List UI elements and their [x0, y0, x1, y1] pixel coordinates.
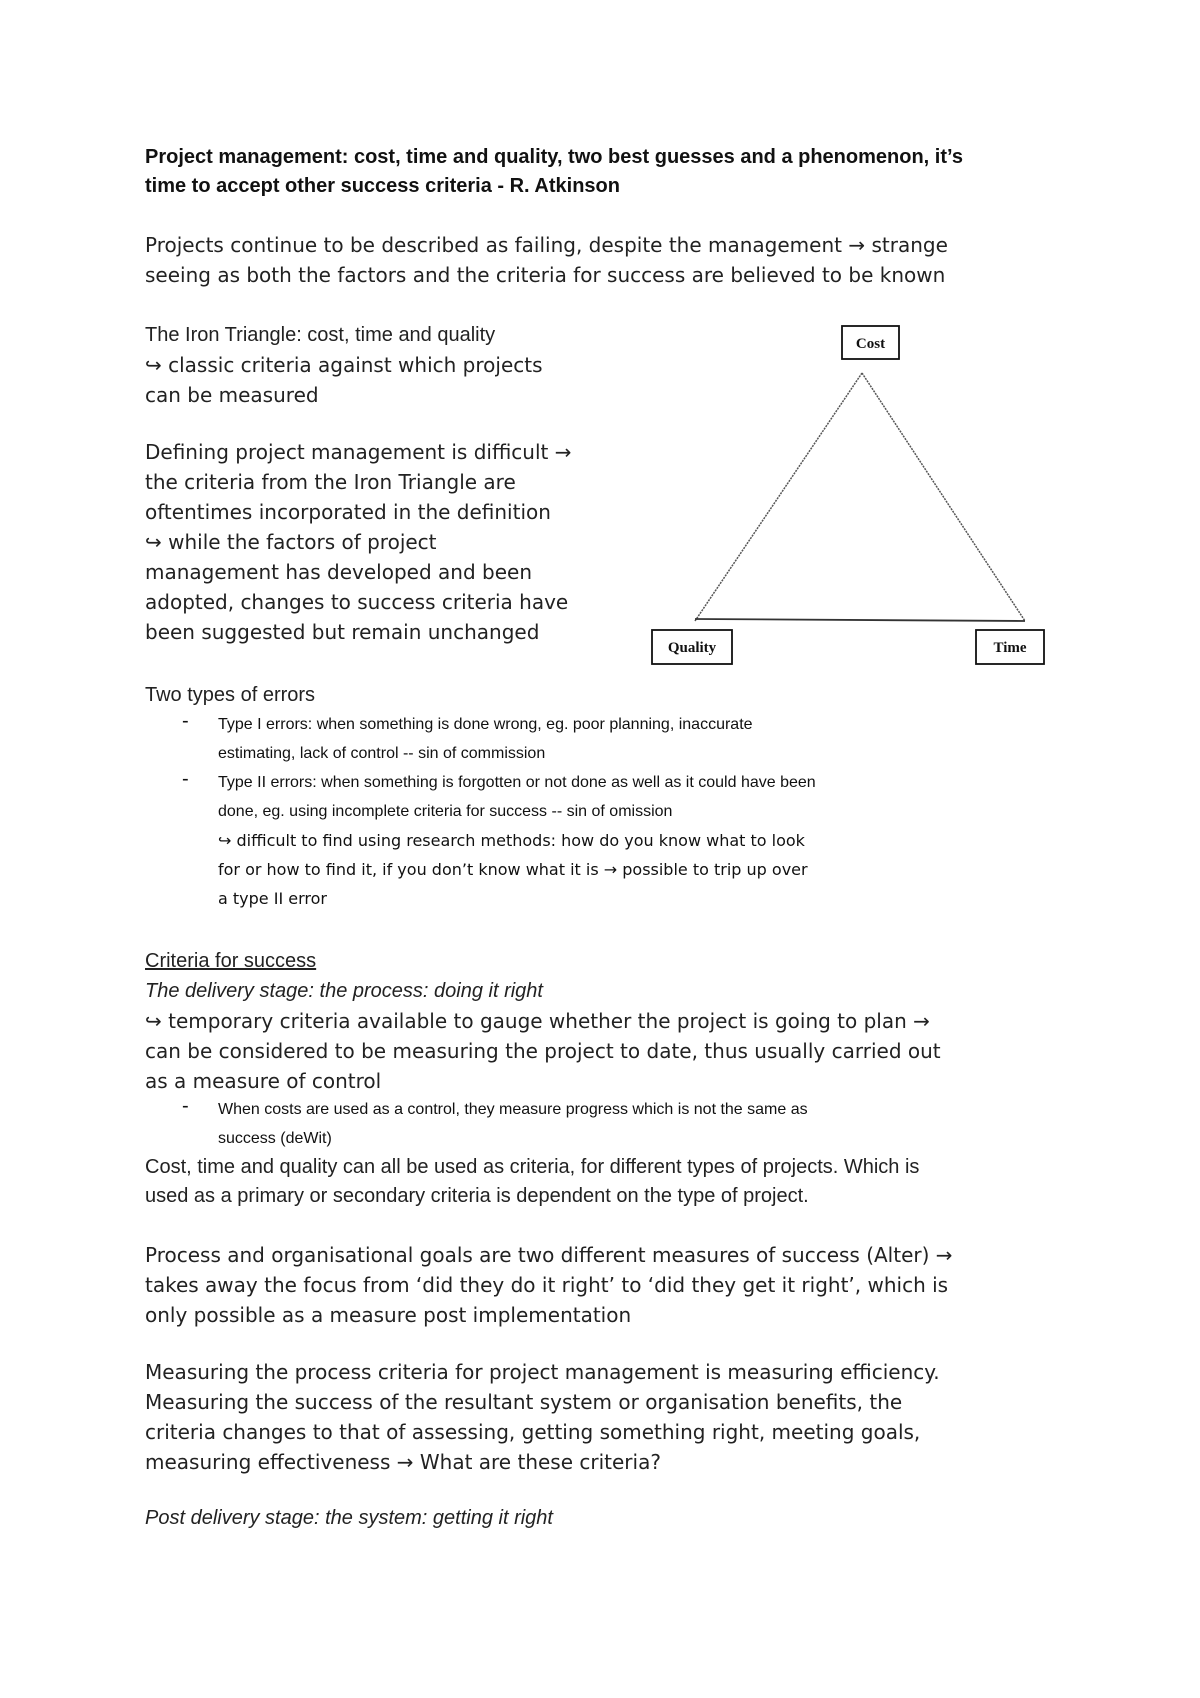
text-line: takes away the focus from ‘did they do it right’ to ‘did they get it right’, which is	[145, 1273, 949, 1297]
text-line: management has developed and been	[145, 560, 532, 584]
text-line: Cost, time and quality can all be used as criteria, for different types of projects. Which is	[145, 1156, 920, 1178]
triangle-left-edge	[695, 373, 862, 621]
title-line: time to accept other success criteria - R. Atkinson	[145, 175, 620, 197]
time-label: Time	[993, 640, 1027, 656]
text-line: ↪ while the factors of project	[145, 530, 437, 554]
list-line: Type II errors: when something is forgotten or not done as well as it could have been	[218, 774, 816, 791]
list-line: estimating, lack of control -- sin of commission	[218, 745, 546, 762]
text-line: can be considered to be measuring the project to date, thus usually carried out	[145, 1039, 941, 1063]
triangle-right-edge	[862, 373, 1025, 621]
title-line: Project management: cost, time and quality, two best guesses and a phenomenon, it’s	[145, 146, 963, 168]
errors-heading	[145, 680, 1075, 710]
process-goals-paragraph	[145, 1240, 1075, 1330]
text-line: can be measured	[145, 383, 319, 407]
list-line: a type II error	[218, 889, 327, 908]
iron-triangle-diagram	[640, 318, 1060, 668]
error-types-list	[145, 710, 1075, 913]
delivery-stage-heading: The delivery stage: the process: doing it right	[145, 980, 543, 1002]
section-heading: Two types of errors	[145, 684, 316, 706]
text-line: Measuring the success of the resultant system or organisation benefits, the	[145, 1390, 903, 1414]
iron-triangle-heading: The Iron Triangle: cost, time and quality	[145, 324, 496, 346]
cost-time-quality-paragraph	[145, 1153, 1075, 1211]
list-line: for or how to find it, if you don’t know what it is → possible to trip up over	[218, 860, 808, 879]
list-item-type1	[145, 710, 1075, 768]
criteria-section	[145, 946, 1075, 1096]
text-line: oftentimes incorporated in the definition	[145, 500, 551, 524]
post-delivery-section	[145, 1503, 1075, 1533]
list-line: When costs are used as a control, they measure progress which is not the same as	[218, 1101, 808, 1118]
bullet-dash: -	[182, 768, 189, 790]
list-line: Type I errors: when something is done wrong, eg. poor planning, inaccurate	[218, 716, 753, 733]
text-line: criteria changes to that of assessing, getting something right, meeting goals,	[145, 1420, 921, 1444]
text-line: used as a primary or secondary criteria is dependent on the type of project.	[145, 1185, 809, 1207]
criteria-heading: Criteria for success	[145, 950, 317, 972]
control-list	[145, 1095, 1075, 1153]
list-line: done, eg. using incomplete criteria for success -- sin of omission	[218, 803, 673, 820]
defining-paragraph	[145, 437, 625, 647]
list-line: ↪ difficult to find using research methods: how do you know what to look	[218, 831, 805, 850]
list-line: success (deWit)	[218, 1130, 332, 1147]
text-line: Projects continue to be described as failing, despite the management → strange	[145, 233, 948, 257]
text-line: only possible as a measure post implementation	[145, 1303, 632, 1327]
quality-label: Quality	[667, 640, 717, 656]
text-line: as a measure of control	[145, 1069, 382, 1093]
text-line: adopted, changes to success criteria have	[145, 590, 569, 614]
bullet-dash: -	[182, 710, 189, 732]
triangle-bottom-edge	[695, 619, 1025, 621]
text-line: seeing as both the factors and the criteria for success are believed to be known	[145, 263, 946, 287]
text-line: been suggested but remain unchanged	[145, 620, 540, 644]
list-item-control	[145, 1095, 1075, 1153]
list-item-type2	[145, 768, 1075, 913]
bullet-dash: -	[182, 1095, 189, 1117]
iron-triangle-section	[145, 320, 625, 410]
text-line: Defining project management is difficult →	[145, 440, 572, 464]
text-line: Process and organisational goals are two different measures of success (Alter) →	[145, 1243, 953, 1267]
text-line: measuring effectiveness → What are these criteria?	[145, 1450, 661, 1474]
post-delivery-heading: Post delivery stage: the system: getting it right	[145, 1507, 553, 1529]
document-title	[145, 143, 1065, 201]
text-line: ↪ classic criteria against which projects	[145, 353, 543, 377]
intro-paragraph	[145, 230, 1075, 290]
text-line: ↪ temporary criteria available to gauge whether the project is going to plan →	[145, 1009, 930, 1033]
measuring-paragraph	[145, 1357, 1075, 1477]
cost-label: Cost	[855, 336, 886, 352]
text-line: the criteria from the Iron Triangle are	[145, 470, 516, 494]
text-line: Measuring the process criteria for project management is measuring efficiency.	[145, 1360, 940, 1384]
